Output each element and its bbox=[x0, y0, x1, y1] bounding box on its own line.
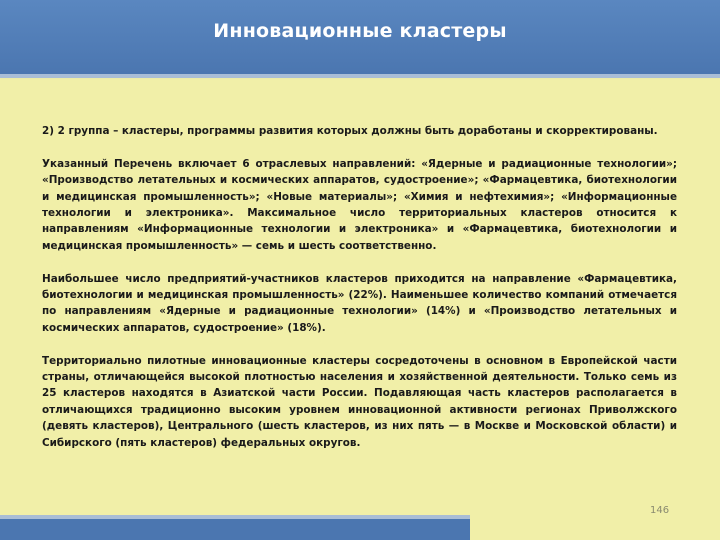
paragraph-directions: Указанный Перечень включает 6 отраслевых направлений: «Ядерные и радиационные технологии»; «Производство летательных и космических аппаратов, судостроение»; «Фармацевтика, биотехнологии и медицинская промышленность»; «Новые материалы»; «Химия и нефтехимия»; «Информационные технологии и электроника». Максимальное число территориальных кластеров относится к направлениям «Информационные технологии и электроника» и «Фармацевтика, биотехнологии и медицинская промышленность» — семь и шесть соответственно. bbox=[42, 157, 677, 252]
page-number: 146 bbox=[650, 505, 670, 516]
title-divider bbox=[0, 74, 720, 78]
footer-bar bbox=[0, 519, 470, 540]
title-bar bbox=[0, 0, 720, 74]
paragraph-group-2: 2) 2 группа – кластеры, программы развития которых должны быть доработаны и скорректированы. bbox=[42, 125, 658, 137]
paragraph-territorial: Территориально пилотные инновационные кластеры сосредоточены в основном в Европейской части страны, отличающейся высокой плотностью населения и хозяйственной деятельности. Только семь из 25 кластеров находятся в Азиатской части России. Подавляющая часть кластеров располагается в отличающихся традиционно высоким уровнем инновационной активности регионах Приволжского (девять кластеров), Центрального (шесть кластеров, из них пять — в Москве и Московской области) и Сибирского (пять кластеров) федеральных округов. bbox=[42, 354, 677, 449]
slide-title: Инновационные кластеры bbox=[213, 20, 507, 42]
paragraph-participants: Наибольшее число предприятий-участников кластеров приходится на направление «Фармацевтика, биотехнологии и медицинская промышленность» (22%). Наименьшее количество компаний отмечается по направлениям «Ядерные и радиационные технологии» (14%) и «Производство летательных и космических аппаратов, судостроение» (18%). bbox=[42, 272, 677, 334]
slide-body bbox=[42, 123, 677, 467]
